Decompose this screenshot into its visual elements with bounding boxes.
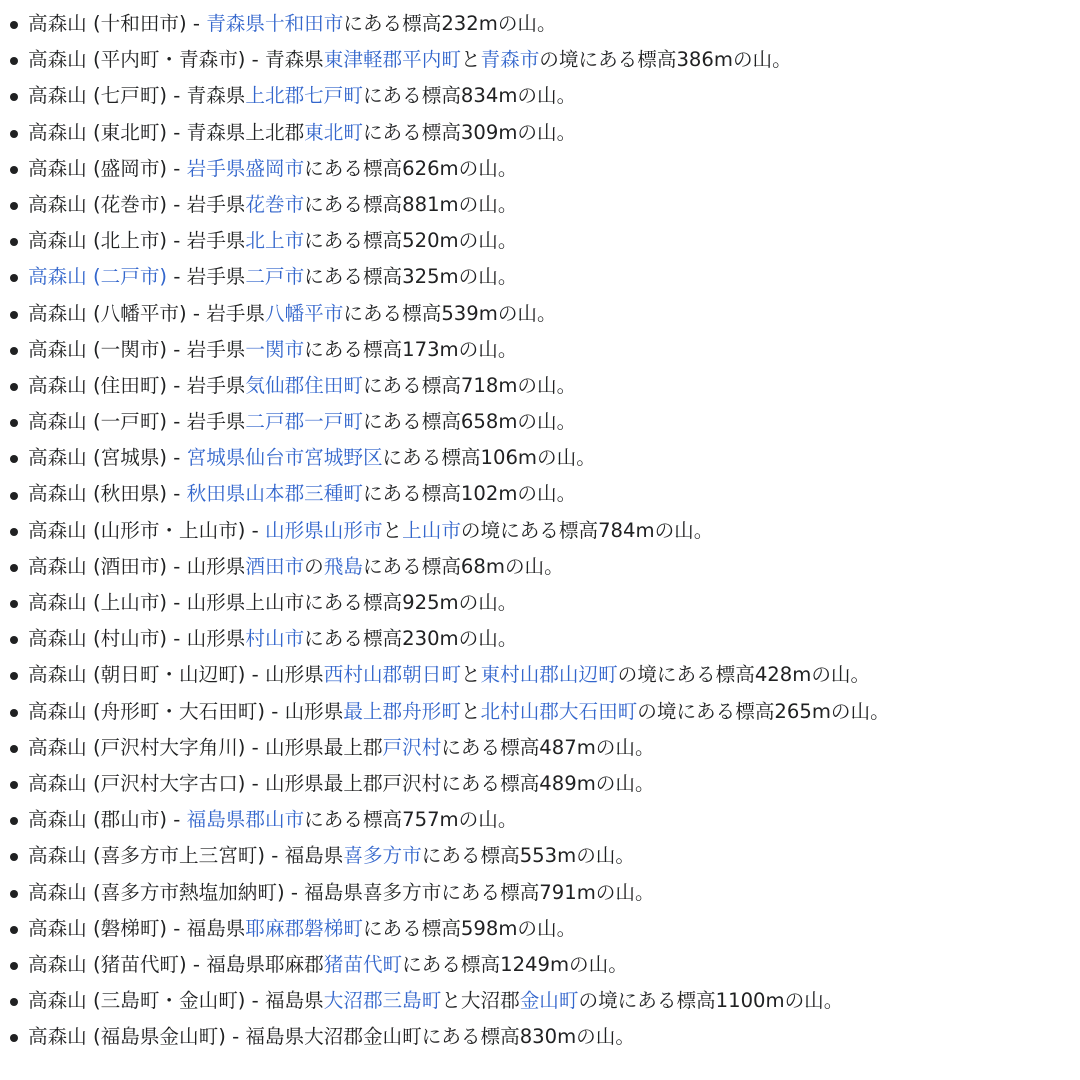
item-link[interactable]: 花巻市 [245, 192, 305, 216]
item-text: 高森山 (住田町) - 岩手県 [28, 373, 246, 397]
item-text: と [460, 663, 481, 687]
list-item [10, 296, 1080, 332]
item-link[interactable]: 上山市 [402, 518, 461, 542]
bullet-icon [10, 492, 18, 500]
item-text: の境にある標高784mの山。 [460, 518, 714, 542]
item-text: 高森山 (福島県金山町) - 福島県大沼郡金山町にある標高830mの山。 [28, 1025, 635, 1049]
item-text: 高森山 (磐梯町) - 福島県 [28, 916, 246, 940]
bullet-icon [10, 998, 18, 1006]
item-link[interactable]: 八幡平市 [264, 301, 344, 325]
item-text: 高森山 (東北町) - 青森県上北郡 [28, 120, 305, 144]
bullet-icon [10, 926, 18, 934]
item-link[interactable]: 東北町 [304, 120, 363, 144]
item-text: 高森山 (七戸町) - 青森県 [28, 84, 246, 108]
item-text: にある標高834mの山。 [362, 84, 577, 108]
bullet-icon [10, 130, 18, 138]
item-link[interactable]: 秋田県山本郡三種町 [186, 482, 363, 506]
item-text: にある標高539mの山。 [343, 301, 557, 325]
item-text: にある標高626mの山。 [304, 156, 518, 180]
item-text: にある標高309mの山。 [362, 120, 577, 144]
list-item [10, 549, 1080, 585]
bullet-icon [10, 1034, 18, 1042]
bullet-icon [10, 455, 18, 463]
item-link[interactable]: 気仙郡住田町 [245, 373, 363, 397]
list-item [10, 115, 1080, 151]
list-item [10, 513, 1080, 549]
bullet-icon [10, 21, 18, 29]
item-text: 高森山 (三島町・金山町) - 福島県 [28, 989, 324, 1013]
item-text: にある標高718mの山。 [362, 373, 577, 397]
list-item [10, 875, 1080, 911]
item-text: 高森山 (喜多方市熱塩加納町) - 福島県喜多方市にある標高791mの山。 [28, 880, 655, 904]
item-text: と [460, 699, 481, 723]
item-link[interactable]: 山形県山形市 [264, 518, 383, 542]
list-item [10, 78, 1080, 114]
list-item [10, 404, 1080, 440]
item-text: と大沼郡 [441, 989, 520, 1013]
list-item [10, 1019, 1080, 1055]
item-text: 高森山 (朝日町・山辺町) - 山形県 [28, 663, 324, 687]
item-link[interactable]: 金山町 [519, 989, 579, 1013]
bullet-icon [10, 890, 18, 898]
item-text: にある標高757mの山。 [304, 808, 518, 832]
list-item [10, 6, 1080, 42]
bullet-icon [10, 564, 18, 572]
item-link[interactable]: 耶麻郡磐梯町 [245, 916, 363, 940]
item-link[interactable]: 福島県郡山市 [186, 808, 305, 832]
bullet-icon [10, 853, 18, 861]
item-text: の境にある標高428mの山。 [617, 663, 871, 687]
list-item [10, 187, 1080, 223]
list-item [10, 259, 1080, 295]
list-item [10, 476, 1080, 512]
bullet-icon [10, 817, 18, 825]
item-text: - 岩手県 [167, 265, 246, 289]
list-item [10, 947, 1080, 983]
bullet-icon [10, 57, 18, 65]
bullet-icon [10, 202, 18, 210]
list-item [10, 802, 1080, 838]
item-link[interactable]: 北村山郡大石田町 [480, 699, 638, 723]
item-link[interactable]: 二戸市 [245, 265, 305, 289]
list-item [10, 332, 1080, 368]
item-text: 高森山 (猪苗代町) - 福島県耶麻郡 [28, 952, 324, 976]
bullet-icon [10, 274, 18, 282]
item-link[interactable]: 飛島 [323, 554, 363, 578]
list-item [10, 657, 1080, 693]
item-text: にある標高658mの山。 [362, 410, 577, 434]
item-link[interactable]: 大沼郡三島町 [323, 989, 442, 1013]
item-text: にある標高520mの山。 [304, 229, 518, 253]
item-text: 高森山 (酒田市) - 山形県 [28, 554, 246, 578]
item-text: と [460, 48, 481, 72]
item-text: の [304, 554, 324, 578]
item-text: 高森山 (戸沢村大字古口) - 山形県最上郡戸沢村にある標高489mの山。 [28, 771, 655, 795]
list-item [10, 585, 1080, 621]
item-link[interactable]: 村山市 [245, 627, 305, 651]
bullet-icon [10, 636, 18, 644]
bullet-icon [10, 745, 18, 753]
item-text: 高森山 (花巻市) - 岩手県 [28, 192, 246, 216]
list-item [10, 694, 1080, 730]
item-text: 高森山 (一戸町) - 岩手県 [28, 410, 246, 434]
item-text: と [382, 518, 403, 542]
item-text: 高森山 (秋田県) - [28, 482, 187, 506]
list-item [10, 621, 1080, 657]
item-link[interactable]: 戸沢村 [382, 735, 442, 759]
item-link[interactable]: 猪苗代町 [323, 952, 403, 976]
item-link[interactable]: 東村山郡山辺町 [480, 663, 618, 687]
item-text: の境にある標高265mの山。 [637, 699, 890, 723]
item-text: 高森山 (上山市) - 山形県上山市にある標高925mの山。 [28, 591, 518, 614]
item-text: 高森山 (宮城県) - [28, 446, 187, 470]
item-text: にある標高232mの山。 [343, 12, 557, 35]
item-link[interactable]: 青森県十和田市 [206, 12, 344, 35]
item-text: にある標高881mの山。 [304, 192, 518, 216]
item-text: 高森山 (十和田市) - [28, 12, 207, 35]
list-item [10, 440, 1080, 476]
item-text: 高森山 (戸沢村大字角川) - 山形県最上郡 [28, 735, 383, 759]
item-text: 高森山 (村山市) - 山形県 [28, 627, 246, 651]
item-text: にある標高106mの山。 [382, 446, 596, 470]
list-item [10, 730, 1080, 766]
item-text: の境にある標高386mの山。 [539, 48, 792, 72]
list-item [10, 368, 1080, 404]
item-text: 高森山 (盛岡市) - [28, 156, 187, 180]
bullet-icon [10, 600, 18, 608]
item-link[interactable]: 酒田市 [245, 554, 305, 578]
item-link[interactable]: 二戸郡一戸町 [245, 410, 363, 434]
item-text: にある標高487mの山。 [441, 735, 655, 759]
item-link[interactable]: 最上郡舟形町 [343, 699, 461, 723]
bullet-icon [10, 672, 18, 680]
list-item [10, 838, 1080, 874]
item-text: にある標高553mの山。 [421, 844, 635, 868]
bullet-icon [10, 383, 18, 391]
item-text: 高森山 (一関市) - 岩手県 [28, 337, 246, 361]
item-text: 高森山 (北上市) - 岩手県 [28, 229, 246, 253]
bullet-icon [10, 781, 18, 789]
bullet-icon [10, 166, 18, 174]
bullet-icon [10, 709, 18, 717]
item-link[interactable]: 高森山 (二戸市) [28, 265, 168, 289]
item-text: にある標高173mの山。 [304, 337, 518, 361]
list-item [10, 766, 1080, 802]
item-link[interactable]: 岩手県盛岡市 [186, 156, 305, 180]
item-link[interactable]: 上北郡七戸町 [245, 84, 363, 108]
item-link[interactable]: 西村山郡朝日町 [323, 663, 461, 687]
bullet-icon [10, 962, 18, 970]
item-text: 高森山 (郡山市) - [28, 808, 187, 832]
item-text: にある標高230mの山。 [304, 627, 518, 651]
list-item [10, 983, 1080, 1019]
item-text: 高森山 (山形市・上山市) - [28, 518, 265, 542]
item-text: にある標高102mの山。 [362, 482, 577, 506]
bullet-icon [10, 311, 18, 319]
list-item [10, 223, 1080, 259]
item-link[interactable]: 青森市 [480, 48, 540, 72]
item-link[interactable]: 喜多方市 [343, 844, 422, 868]
item-text: の境にある標高1100mの山。 [578, 989, 844, 1013]
item-link[interactable]: 一関市 [245, 337, 305, 361]
bullet-icon [10, 238, 18, 246]
item-text: にある標高1249mの山。 [402, 952, 628, 976]
list-item [10, 911, 1080, 947]
item-text: にある標高325mの山。 [304, 265, 518, 289]
item-link[interactable]: 北上市 [245, 229, 305, 253]
bullet-icon [10, 93, 18, 101]
item-text: にある標高598mの山。 [362, 916, 577, 940]
item-text: 高森山 (八幡平市) - 岩手県 [28, 301, 265, 325]
item-link[interactable]: 宮城県仙台市宮城野区 [186, 446, 383, 470]
bullet-icon [10, 528, 18, 536]
item-text: 高森山 (喜多方市上三宮町) - 福島県 [28, 844, 344, 868]
bullet-icon [10, 419, 18, 427]
list-item [10, 42, 1080, 78]
bullet-icon [10, 347, 18, 355]
item-text: にある標高68mの山。 [362, 554, 564, 578]
item-link[interactable]: 東津軽郡平内町 [323, 48, 461, 72]
list-item [10, 151, 1080, 187]
item-text: 高森山 (平内町・青森市) - 青森県 [28, 48, 324, 72]
item-text: 高森山 (舟形町・大石田町) - 山形県 [28, 699, 344, 723]
